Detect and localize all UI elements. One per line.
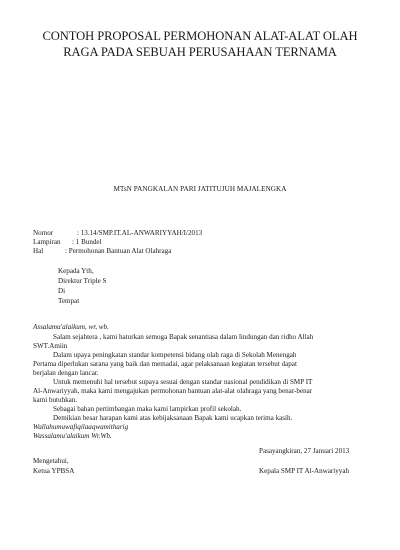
paragraph-5: Demikian besar harapan kami atas kebijaksanaan Bapak kami ucapkan terima kasih. — [53, 414, 293, 422]
address-line-1: Kepada Yth, — [58, 267, 94, 275]
hal-value: : Permohonan Bantuan Alat Olahraga — [65, 247, 172, 255]
closing-line-2: Wassalamu'alaikum Wr.Wb. — [33, 432, 112, 440]
paragraph-2-line-1: Dalam upaya peningkatan standar kompetensi bidang olah raga di Sekolah Menengah — [53, 351, 297, 359]
paragraph-2-line-2: Pertama diperlukan sarana yang baik dan memadai, agar pelaksanaan kegiatan tersebut dapat — [33, 360, 297, 368]
paragraph-1-line-1: Salam sejahtera , kami haturkan semoga Bapak senantiasa dalam lindungan dan ridho Allah — [53, 333, 314, 341]
paragraph-1-line-2: SWT.Amiin — [33, 342, 68, 350]
place-date: Pasayangkiran, 27 Januari 2013 — [259, 447, 350, 455]
document-title-line-1: CONTOH PROPOSAL PERMOHONAN ALAT-ALAT OLAH — [42, 29, 358, 43]
left-signatory-title: Ketua YPBSA — [33, 467, 75, 475]
paragraph-2-line-3: berjalan dengan lancar. — [33, 369, 99, 377]
nomor-label: Nomor — [33, 229, 54, 237]
address-line-4: Tempat — [58, 297, 80, 305]
document-title-line-2: RAGA PADA SEBUAH PERUSAHAAN TERNAMA — [63, 45, 337, 59]
paragraph-3-line-3: kami butuhkan. — [33, 396, 78, 404]
paragraph-3-line-1: Untuk memenuhi hal tersebut supaya sesuai dengan standar nasional pendidikan di SMP IT — [53, 378, 313, 386]
paragraph-4: Sebagai bahan pertimbangan maka kami lampirkan profil sekolah. — [53, 405, 242, 413]
lampiran-value: : 1 Bundel — [72, 238, 102, 246]
address-line-2: Direktur Triple S — [58, 277, 107, 285]
mengetahui-label: Mengetahui, — [33, 457, 69, 465]
greeting: Assalamu'alaikum, wr, wb. — [33, 323, 109, 331]
nomor-value: : 13.14/SMP.IT.AL-ANWARIYYAH/I/2013 — [77, 229, 203, 237]
lampiran-label: Lampiran — [33, 238, 61, 246]
closing-line-1: Wallahumuwafiqilaaqwamitharig — [33, 423, 129, 431]
institution-name: MTsN PANGKALAN PARI JATITUJUH MAJALENGKA — [113, 185, 287, 193]
hal-label: Hal — [33, 247, 44, 255]
address-line-3: Di — [58, 287, 66, 295]
right-signatory-title: Kepala SMP IT Al-Anwariyyah — [259, 467, 350, 475]
paragraph-3-line-2: Al-Anwariyyah, maka kami mengajukan permohonan bantuan alat-alat olahraga yang benar-benar — [33, 387, 313, 395]
